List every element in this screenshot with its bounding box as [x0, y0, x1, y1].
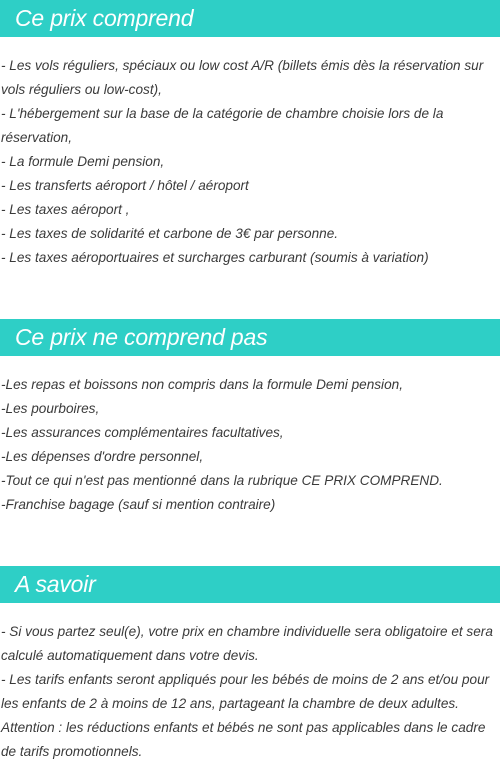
section-title: A savoir — [15, 571, 96, 597]
section-body — [0, 373, 500, 517]
list-item: - Les taxes aéroportuaires et surcharges carburant (soumis à variation) — [1, 250, 429, 265]
list-item: - Les vols réguliers, spéciaux ou low cost A/R (billets émis dès la réservation sur vols réguliers ou low-cost), — [1, 58, 484, 97]
list-item: - Les tarifs enfants seront appliqués pour les bébés de moins de 2 ans et/ou pour les enfants de 2 à moins de 12 ans, partageant la chambre de deux adultes. — [1, 672, 490, 711]
list-item: -Les repas et boissons non compris dans la formule Demi pension, — [1, 377, 403, 392]
section-title: Ce prix ne comprend pas — [15, 324, 268, 350]
list-item: - Les transferts aéroport / hôtel / aéroport — [1, 178, 249, 193]
list-item: -Les assurances complémentaires facultatives, — [1, 425, 284, 440]
section-price-excludes — [0, 319, 500, 517]
section-title: Ce prix comprend — [15, 5, 194, 31]
list-item: - Les taxes de solidarité et carbone de 3€ par personne. — [1, 226, 339, 241]
list-item: -Les dépenses d'ordre personnel, — [1, 449, 204, 464]
section-header — [0, 566, 500, 603]
list-item: -Les pourboires, — [1, 401, 100, 416]
section-body — [0, 54, 500, 270]
list-item: - Les taxes aéroport , — [1, 202, 130, 217]
list-item: -Franchise bagage (sauf si mention contraire) — [1, 497, 276, 512]
list-item: -Tout ce qui n'est pas mentionné dans la rubrique CE PRIX COMPREND. — [1, 473, 443, 488]
list-item: - La formule Demi pension, — [1, 154, 165, 169]
section-body — [0, 620, 500, 764]
section-good-to-know — [0, 566, 500, 764]
section-header — [0, 0, 500, 37]
section-price-includes — [0, 0, 500, 270]
list-item: - L'hébergement sur la base de la catégorie de chambre choisie lors de la réservation, — [1, 106, 444, 145]
list-item: Attention : les réductions enfants et bébés ne sont pas applicables dans le cadre de tarifs promotionnels. — [1, 720, 486, 759]
section-header — [0, 319, 500, 356]
list-item: - Si vous partez seul(e), votre prix en chambre individuelle sera obligatoire et sera calculé automatiquement dans votre devis. — [1, 624, 493, 663]
